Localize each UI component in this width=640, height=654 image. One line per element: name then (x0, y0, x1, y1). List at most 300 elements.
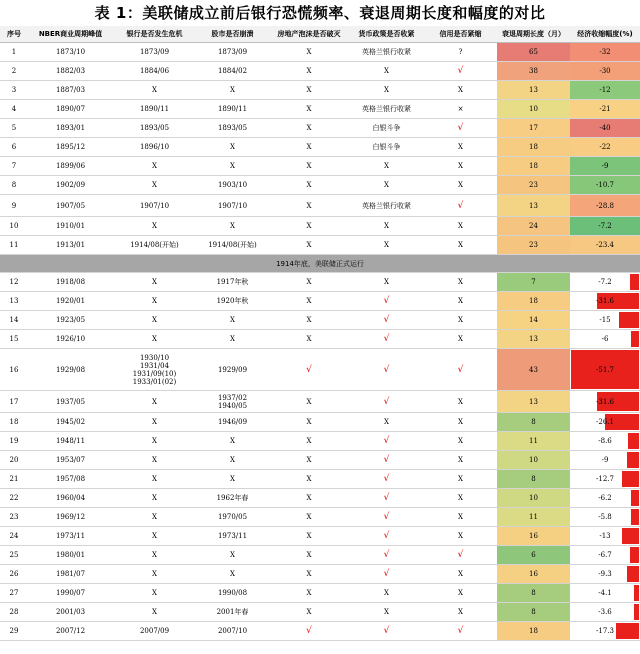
recession-length-cell: 18 (497, 292, 570, 311)
credit-cell: X (424, 451, 497, 470)
stock-crash-cell: 1929/09 (196, 349, 269, 391)
bank-crisis-cell: 1890/11 (113, 100, 196, 119)
recession-length-cell: 16 (497, 527, 570, 546)
table-row (0, 565, 640, 584)
contraction-value: -3.6 (598, 608, 612, 616)
row-index: 21 (0, 470, 28, 489)
monetary-policy-cell: X (349, 236, 424, 255)
nber-peak-cell: 1990/07 (28, 584, 113, 603)
row-index: 25 (0, 546, 28, 565)
recession-length-cell: 13 (497, 81, 570, 100)
stock-crash-cell: 1914/08(开始) (196, 236, 269, 255)
row-index: 8 (0, 176, 28, 195)
stock-crash-cell: X (196, 470, 269, 489)
nber-peak-cell: 1920/01 (28, 292, 113, 311)
stock-crash-cell: 1893/05 (196, 119, 269, 138)
bank-crisis-cell: X (113, 217, 196, 236)
contraction-cell: -9 (570, 157, 640, 176)
monetary-policy-cell: √ (349, 565, 424, 584)
table-body-pre-fed (0, 43, 640, 255)
table-row (0, 176, 640, 195)
stock-crash-cell: 1970/05 (196, 508, 269, 527)
monetary-policy-cell: 英格兰银行收紧 (349, 195, 424, 217)
recession-length-cell: 10 (497, 100, 570, 119)
recession-length-cell: 7 (497, 273, 570, 292)
real-estate-cell: X (269, 292, 349, 311)
real-estate-cell: X (269, 119, 349, 138)
credit-cell: √ (424, 119, 497, 138)
contraction-value: -51.7 (596, 365, 614, 374)
table-row (0, 195, 640, 217)
row-index: 29 (0, 622, 28, 641)
credit-cell: X (424, 527, 497, 546)
monetary-policy-cell: √ (349, 349, 424, 391)
stock-crash-cell: 1946/09 (196, 413, 269, 432)
nber-peak-cell: 1980/01 (28, 546, 113, 565)
monetary-policy-cell: X (349, 413, 424, 432)
nber-peak-cell: 1895/12 (28, 138, 113, 157)
contraction-value: -15 (599, 316, 611, 324)
nber-peak-cell: 1882/03 (28, 62, 113, 81)
bank-crisis-cell: X (113, 527, 196, 546)
contraction-value: -8.6 (598, 437, 612, 445)
credit-cell: X (424, 584, 497, 603)
row-index: 3 (0, 81, 28, 100)
row-index: 2 (0, 62, 28, 81)
stock-crash-cell: 1990/08 (196, 584, 269, 603)
credit-cell: √ (424, 622, 497, 641)
row-index: 18 (0, 413, 28, 432)
header-index: 序号 (0, 26, 28, 43)
page-title: 表 1：美联储成立前后银行恐慌频率、衰退周期长度和幅度的对比 (94, 4, 546, 22)
row-index: 6 (0, 138, 28, 157)
stock-crash-cell: 2007/10 (196, 622, 269, 641)
recession-length-cell: 8 (497, 413, 570, 432)
monetary-policy-cell: √ (349, 546, 424, 565)
contraction-value: -7.2 (598, 278, 612, 286)
nber-peak-cell: 1953/07 (28, 451, 113, 470)
contraction-bar (634, 604, 639, 620)
monetary-policy-cell: √ (349, 451, 424, 470)
real-estate-cell: X (269, 157, 349, 176)
real-estate-cell: X (269, 391, 349, 413)
table-row (0, 546, 640, 565)
credit-cell: X (424, 470, 497, 489)
table-row (0, 391, 640, 413)
real-estate-cell: X (269, 100, 349, 119)
contraction-cell: -12 (570, 81, 640, 100)
contraction-bar (634, 585, 639, 601)
credit-cell: × (424, 100, 497, 119)
monetary-policy-cell: √ (349, 527, 424, 546)
recession-length-cell: 18 (497, 157, 570, 176)
stock-crash-cell: 1890/11 (196, 100, 269, 119)
nber-peak-cell: 1937/05 (28, 391, 113, 413)
contraction-bar (631, 331, 639, 347)
bank-crisis-cell: X (113, 489, 196, 508)
contraction-value: -31.6 (596, 397, 614, 406)
real-estate-cell: X (269, 217, 349, 236)
contraction-cell (570, 451, 640, 470)
real-estate-cell: X (269, 603, 349, 622)
stock-crash-cell (196, 391, 269, 413)
header-nber-peak: NBER商业周期峰值 (28, 26, 113, 43)
table-row (0, 43, 640, 62)
recession-length-cell: 13 (497, 391, 570, 413)
row-index: 13 (0, 292, 28, 311)
table-row (0, 330, 640, 349)
recession-length-cell: 23 (497, 176, 570, 195)
monetary-policy-cell: 白银斗争 (349, 119, 424, 138)
monetary-policy-cell: √ (349, 622, 424, 641)
contraction-cell (570, 391, 640, 413)
credit-cell: X (424, 391, 497, 413)
bank-crisis-cell: X (113, 508, 196, 527)
monetary-policy-cell: X (349, 217, 424, 236)
contraction-cell (570, 603, 640, 622)
real-estate-cell: X (269, 330, 349, 349)
row-index: 28 (0, 603, 28, 622)
recession-length-cell: 10 (497, 489, 570, 508)
credit-cell: X (424, 330, 497, 349)
header-recession-length: 衰退周期长度（月） (497, 26, 570, 43)
contraction-cell: -7.2 (570, 217, 640, 236)
nber-peak-cell: 2007/12 (28, 622, 113, 641)
stock-crash-cell: X (196, 330, 269, 349)
nber-peak-cell: 1899/06 (28, 157, 113, 176)
table-row (0, 489, 640, 508)
stock-crash-cell: 1873/09 (196, 43, 269, 62)
credit-cell: X (424, 138, 497, 157)
nber-peak-cell: 1907/05 (28, 195, 113, 217)
real-estate-cell: X (269, 62, 349, 81)
monetary-policy-cell: √ (349, 292, 424, 311)
row-index: 17 (0, 391, 28, 413)
contraction-cell (570, 311, 640, 330)
real-estate-cell: X (269, 43, 349, 62)
credit-cell: X (424, 157, 497, 176)
fed-divider-label: 1914年底，美联储正式运行 (0, 255, 640, 273)
monetary-policy-cell: X (349, 81, 424, 100)
nber-peak-cell: 1929/08 (28, 349, 113, 391)
stock-crash-cell: 2001年春 (196, 603, 269, 622)
contraction-value: -31.6 (596, 297, 614, 305)
recession-length-cell: 11 (497, 432, 570, 451)
contraction-cell (570, 546, 640, 565)
contraction-value: -9.3 (598, 570, 612, 578)
credit-cell: √ (424, 62, 497, 81)
bank-crisis-cell: 1873/09 (113, 43, 196, 62)
bank-crisis-cell-line: 1931/04 (139, 361, 170, 370)
stock-crash-cell-line: 1937/02 (217, 393, 248, 402)
bank-crisis-cell: X (113, 292, 196, 311)
row-index: 7 (0, 157, 28, 176)
nber-peak-cell: 1918/08 (28, 273, 113, 292)
row-index: 19 (0, 432, 28, 451)
bank-crisis-cell: X (113, 157, 196, 176)
bank-crisis-cell-line: 1931/09(10) (132, 369, 177, 378)
contraction-cell: -23.4 (570, 236, 640, 255)
stock-crash-cell: X (196, 81, 269, 100)
credit-cell: √ (424, 546, 497, 565)
contraction-cell (570, 565, 640, 584)
monetary-policy-cell: √ (349, 432, 424, 451)
real-estate-cell: X (269, 195, 349, 217)
bank-crisis-cell: X (113, 391, 196, 413)
contraction-cell: -40 (570, 119, 640, 138)
monetary-policy-cell: X (349, 584, 424, 603)
credit-cell: √ (424, 349, 497, 391)
table-row (0, 217, 640, 236)
monetary-policy-cell: √ (349, 311, 424, 330)
credit-cell: X (424, 81, 497, 100)
table-body-post-fed (0, 273, 640, 641)
bank-crisis-cell: X (113, 413, 196, 432)
contraction-bar (627, 566, 639, 582)
contraction-cell: -10.7 (570, 176, 640, 195)
credit-cell: X (424, 176, 497, 195)
stock-crash-cell-line: 1940/05 (217, 401, 248, 410)
stock-crash-cell: X (196, 432, 269, 451)
monetary-policy-cell: X (349, 176, 424, 195)
contraction-cell: -32 (570, 43, 640, 62)
bank-crisis-cell-line: 1933/01(02) (132, 377, 177, 386)
stock-crash-cell: 1920年秋 (196, 292, 269, 311)
row-index: 26 (0, 565, 28, 584)
credit-cell: X (424, 217, 497, 236)
contraction-bar (630, 547, 639, 563)
monetary-policy-cell: √ (349, 330, 424, 349)
table-row (0, 508, 640, 527)
credit-cell: X (424, 489, 497, 508)
row-index: 23 (0, 508, 28, 527)
row-index: 9 (0, 195, 28, 217)
row-index: 15 (0, 330, 28, 349)
header-real-estate-bubble: 房地产泡沫是否破灭 (269, 26, 349, 43)
real-estate-cell: X (269, 584, 349, 603)
table-row (0, 138, 640, 157)
nber-peak-cell: 1969/12 (28, 508, 113, 527)
bank-crisis-cell: 1896/10 (113, 138, 196, 157)
nber-peak-cell: 1926/10 (28, 330, 113, 349)
recession-length-cell: 65 (497, 43, 570, 62)
contraction-value: -4.1 (598, 589, 612, 597)
stock-crash-cell: X (196, 546, 269, 565)
contraction-bar (622, 471, 639, 487)
stock-crash-cell: X (196, 157, 269, 176)
contraction-value: -13 (599, 532, 611, 540)
contraction-cell (570, 273, 640, 292)
nber-peak-cell: 1981/07 (28, 565, 113, 584)
bank-crisis-cell: X (113, 81, 196, 100)
credit-cell: X (424, 565, 497, 584)
table-row (0, 119, 640, 138)
contraction-value: -6 (601, 335, 609, 343)
row-index: 4 (0, 100, 28, 119)
recession-length-cell: 17 (497, 119, 570, 138)
contraction-cell (570, 432, 640, 451)
bank-crisis-cell: X (113, 584, 196, 603)
real-estate-cell: X (269, 236, 349, 255)
table-row (0, 81, 640, 100)
table-row (0, 603, 640, 622)
contraction-bar (630, 274, 639, 290)
monetary-policy-cell: X (349, 273, 424, 292)
real-estate-cell: X (269, 413, 349, 432)
table-row (0, 527, 640, 546)
credit-cell: X (424, 508, 497, 527)
contraction-cell (570, 527, 640, 546)
contraction-cell (570, 584, 640, 603)
contraction-cell: -28.8 (570, 195, 640, 217)
stock-crash-cell: 1884/02 (196, 62, 269, 81)
contraction-cell (570, 413, 640, 432)
stock-crash-cell: X (196, 565, 269, 584)
table-row (0, 157, 640, 176)
real-estate-cell: X (269, 138, 349, 157)
contraction-bar (631, 509, 639, 525)
bank-crisis-cell: 2007/09 (113, 622, 196, 641)
bank-crisis-cell: X (113, 176, 196, 195)
recession-length-cell: 8 (497, 470, 570, 489)
recession-length-cell: 38 (497, 62, 570, 81)
header-credit-crunch: 信用是否紧缩 (424, 26, 497, 43)
contraction-cell (570, 292, 640, 311)
header-contraction: 经济收缩幅度(%) (570, 26, 640, 43)
fed-divider-row (0, 255, 640, 273)
contraction-cell: -21 (570, 100, 640, 119)
header-monetary-tightening: 货币政策是否收紧 (349, 26, 424, 43)
nber-peak-cell: 1913/01 (28, 236, 113, 255)
stock-crash-cell: X (196, 451, 269, 470)
credit-cell: X (424, 311, 497, 330)
header-bank-crisis: 银行是否发生危机 (113, 26, 196, 43)
table-row (0, 584, 640, 603)
real-estate-cell: X (269, 81, 349, 100)
recession-length-cell: 14 (497, 311, 570, 330)
table-row (0, 236, 640, 255)
recession-length-cell: 18 (497, 138, 570, 157)
contraction-cell (570, 349, 640, 391)
header-stock-crash: 股市是否崩溃 (196, 26, 269, 43)
nber-peak-cell: 1923/05 (28, 311, 113, 330)
real-estate-cell: X (269, 508, 349, 527)
recession-length-cell: 16 (497, 565, 570, 584)
bank-crisis-cell: X (113, 273, 196, 292)
real-estate-cell: X (269, 527, 349, 546)
contraction-cell (570, 508, 640, 527)
comparison-table (0, 26, 640, 641)
contraction-value: -17.3 (596, 627, 614, 635)
monetary-policy-cell: √ (349, 470, 424, 489)
real-estate-cell: X (269, 432, 349, 451)
credit-cell: X (424, 413, 497, 432)
bank-crisis-cell: X (113, 451, 196, 470)
monetary-policy-cell: X (349, 603, 424, 622)
nber-peak-cell: 1893/01 (28, 119, 113, 138)
real-estate-cell: X (269, 546, 349, 565)
nber-peak-cell: 1948/11 (28, 432, 113, 451)
bank-crisis-cell: X (113, 432, 196, 451)
stock-crash-cell: 1903/10 (196, 176, 269, 195)
table-row (0, 292, 640, 311)
nber-peak-cell: 1910/01 (28, 217, 113, 236)
stock-crash-cell: X (196, 311, 269, 330)
contraction-bar (619, 312, 639, 328)
real-estate-cell: X (269, 311, 349, 330)
real-estate-cell: X (269, 470, 349, 489)
stock-crash-cell: X (196, 138, 269, 157)
contraction-bar (622, 528, 639, 544)
bank-crisis-cell: X (113, 546, 196, 565)
bank-crisis-cell: 1884/06 (113, 62, 196, 81)
nber-peak-cell: 1973/11 (28, 527, 113, 546)
nber-peak-cell: 1873/10 (28, 43, 113, 62)
real-estate-cell: X (269, 451, 349, 470)
table-row (0, 349, 640, 391)
row-index: 12 (0, 273, 28, 292)
real-estate-cell: X (269, 176, 349, 195)
nber-peak-cell: 1957/08 (28, 470, 113, 489)
real-estate-cell: √ (269, 622, 349, 641)
monetary-policy-cell: X (349, 62, 424, 81)
table-row (0, 432, 640, 451)
table-row (0, 100, 640, 119)
bank-crisis-cell: X (113, 565, 196, 584)
contraction-cell (570, 470, 640, 489)
recession-length-cell: 8 (497, 603, 570, 622)
monetary-policy-cell: 英格兰银行收紧 (349, 43, 424, 62)
contraction-value: -12.7 (596, 475, 614, 483)
nber-peak-cell: 1960/04 (28, 489, 113, 508)
monetary-policy-cell: X (349, 157, 424, 176)
bank-crisis-cell: 1914/08(开始) (113, 236, 196, 255)
bank-crisis-cell: 1893/05 (113, 119, 196, 138)
credit-cell: ? (424, 43, 497, 62)
monetary-policy-cell: √ (349, 391, 424, 413)
row-index: 27 (0, 584, 28, 603)
recession-length-cell: 23 (497, 236, 570, 255)
monetary-policy-cell: √ (349, 489, 424, 508)
contraction-cell: -30 (570, 62, 640, 81)
bank-crisis-cell (113, 349, 196, 391)
stock-crash-cell: 1962年春 (196, 489, 269, 508)
row-index: 22 (0, 489, 28, 508)
recession-length-cell: 11 (497, 508, 570, 527)
monetary-policy-cell: 英格兰银行收紧 (349, 100, 424, 119)
table-row (0, 622, 640, 641)
credit-cell: X (424, 273, 497, 292)
recession-length-cell: 13 (497, 330, 570, 349)
real-estate-cell: X (269, 273, 349, 292)
row-index: 11 (0, 236, 28, 255)
credit-cell: X (424, 236, 497, 255)
contraction-bar (628, 433, 639, 449)
contraction-cell (570, 489, 640, 508)
table-row (0, 311, 640, 330)
real-estate-cell: √ (269, 349, 349, 391)
contraction-cell (570, 622, 640, 641)
row-index: 14 (0, 311, 28, 330)
table-row (0, 451, 640, 470)
row-index: 10 (0, 217, 28, 236)
contraction-cell: -22 (570, 138, 640, 157)
monetary-policy-cell: √ (349, 508, 424, 527)
contraction-bar (616, 623, 639, 639)
contraction-value: -6.7 (598, 551, 612, 559)
credit-cell: X (424, 292, 497, 311)
bank-crisis-cell: X (113, 311, 196, 330)
